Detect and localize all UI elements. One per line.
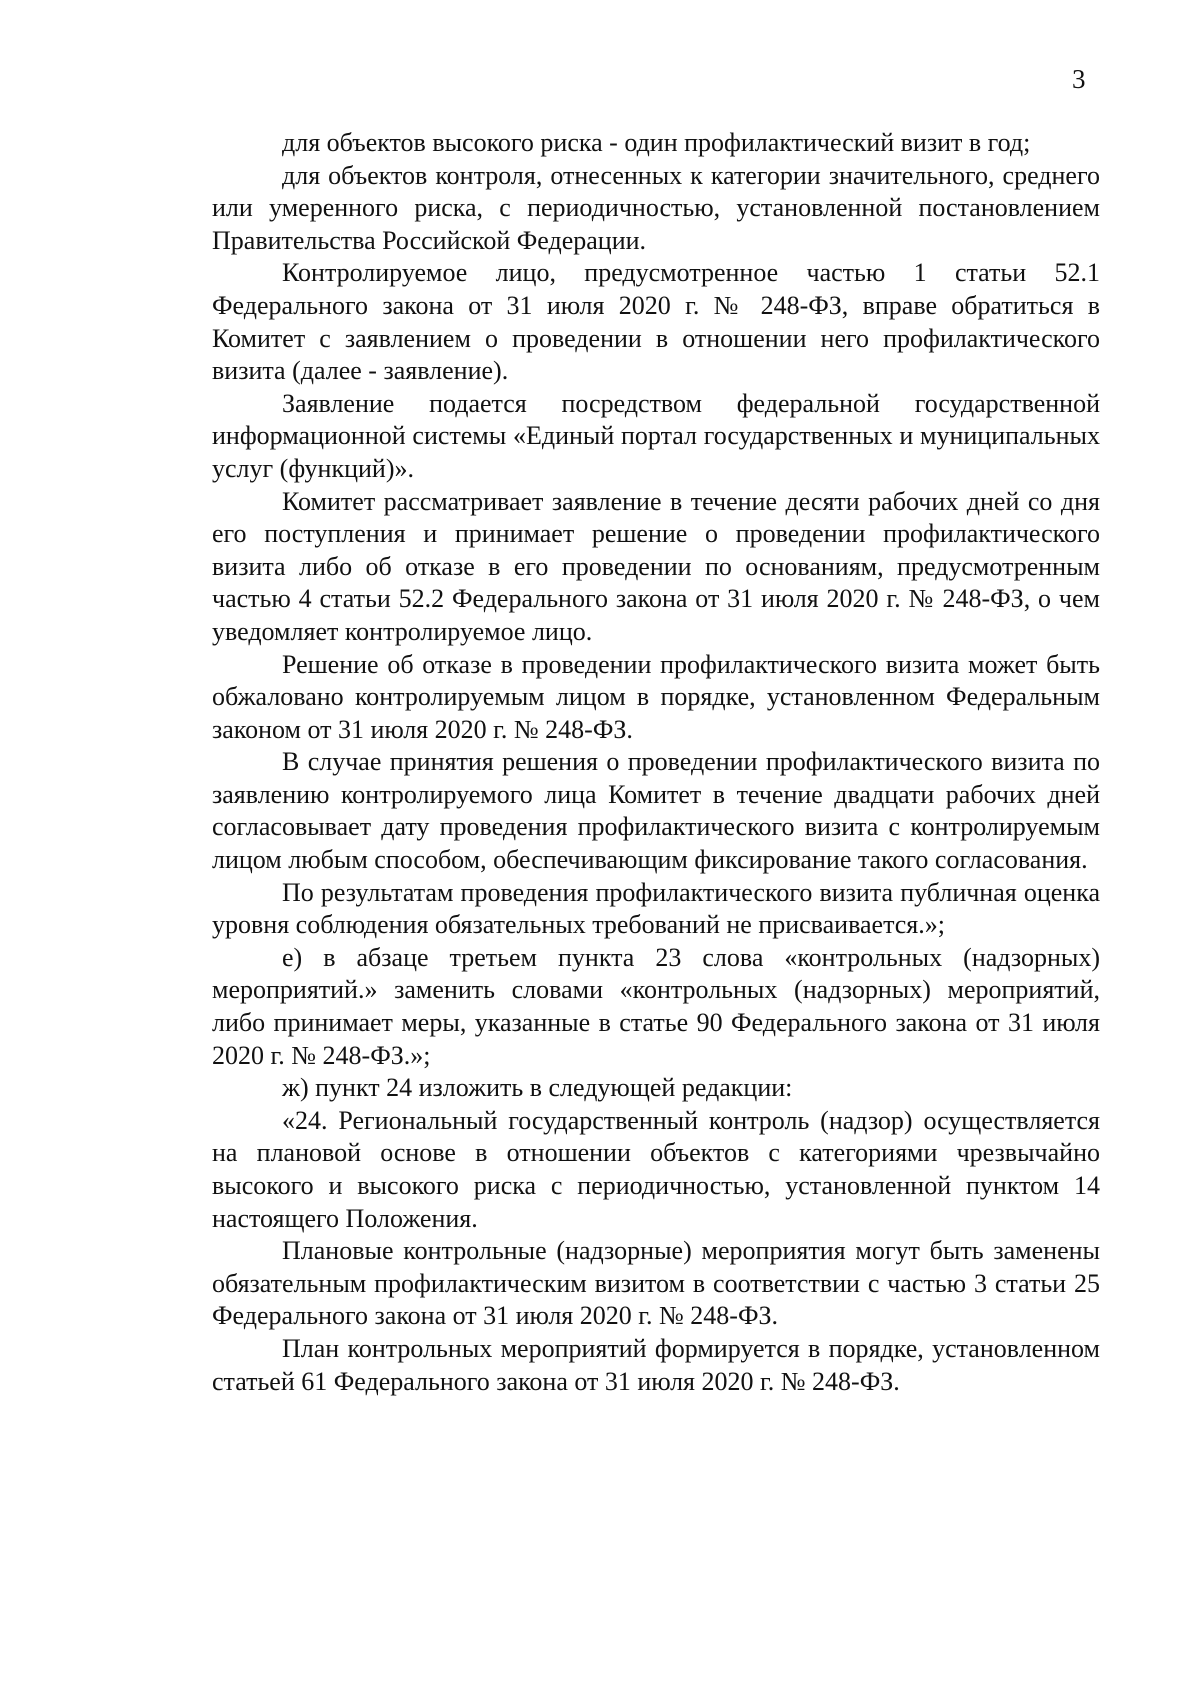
paragraph-other-risk-visits: для объектов контроля, отнесенных к категории значительного, среднего или умеренного риска, с периодичностью, установленной постановлением Правительства Российской Федерации. [212, 160, 1100, 255]
paragraph-visit-date-agreement: В случае принятия решения о проведении профилактического визита по заявлению контролируемого лица Комитет в течение двадцати рабочих дней согласовывает дату проведения профилактического визита с контролируемым лицом любым способом, обеспечивающим фиксирование такого согласования. [212, 747, 1100, 875]
paragraph-amendment-zh: ж) пункт 24 изложить в следующей редакции: [282, 1073, 793, 1103]
page-number: 3 [1072, 64, 1086, 94]
paragraph-refusal-appeal: Решение об отказе в проведении профилактического визита может быть обжаловано контролируемым лицом в порядке, установленном Федеральным законом от 31 июля 2020 г. № 248-ФЗ. [212, 649, 1100, 744]
document-body [212, 127, 1100, 1398]
paragraph-controlled-person-right: Контролируемое лицо, предусмотренное частью 1 статьи 52.1 Федерального закона от 31 июля 2020 г. № 248-ФЗ, вправе обратиться в Комитет с заявлением о проведении в отношении него профилактического визита (далее - заявление). [212, 258, 1100, 386]
paragraph-point-24: «24. Региональный государственный контроль (надзор) осуществляется на плановой основе в отношении объектов с категориями чрезвычайно высокого и высокого риска с периодичностью, установленной пунктом 14 настоящего Положения. [212, 1105, 1100, 1233]
paragraph-amendment-e: е) в абзаце третьем пункта 23 слова «контрольных (надзорных) мероприятий.» заменить словами «контрольных (надзорных) мероприятий, либо принимает меры, указанные в статье 90 Федерального закона от 31 июля 2020 г. № 248-ФЗ.»; [212, 942, 1100, 1070]
paragraph-compliance-assessment: По результатам проведения профилактического визита публичная оценка уровня соблюдения обязательных требований не присваивается.»; [212, 877, 1100, 940]
paragraph-planned-measures-replacement: Плановые контрольные (надзорные) мероприятия могут быть заменены обязательным профилактическим визитом в соответствии с частью 3 статьи 25 Федерального закона от 31 июля 2020 г. № 248-ФЗ. [212, 1236, 1100, 1331]
paragraph-control-plan: План контрольных мероприятий формируется в порядке, установленном статьей 61 Федерального закона от 31 июля 2020 г. № 248-ФЗ. [212, 1333, 1100, 1396]
paragraph-application-submission: Заявление подается посредством федеральной государственной информационной системы «Единый портал государственных и муниципальных услуг (функций)». [212, 388, 1100, 483]
paragraph-application-review: Комитет рассматривает заявление в течение десяти рабочих дней со дня его поступления и принимает решение о проведении профилактического визита либо об отказе в его проведении по основаниям, предусмотренным частью 4 статьи 52.2 Федерального закона от 31 июля 2020 г. № 248-ФЗ, о чем уведомляет контролируемое лицо. [212, 486, 1100, 646]
paragraph-high-risk-visits: для объектов высокого риска - один профилактический визит в год; [282, 128, 1031, 157]
